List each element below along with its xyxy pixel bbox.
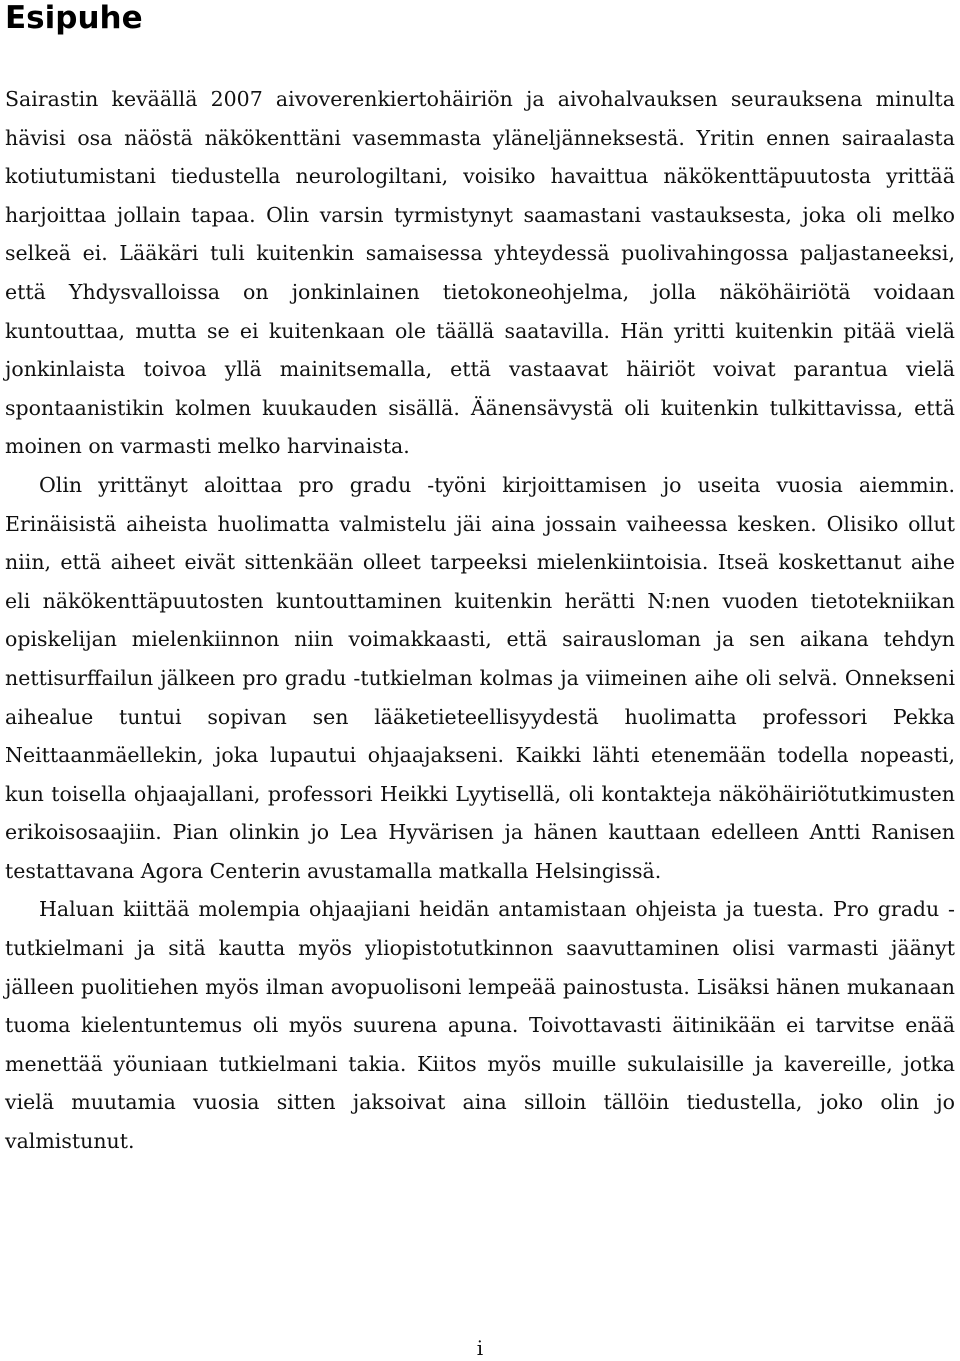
paragraph-3: Haluan kiittää molempia ohjaajiani heidän antamistaan ohjeista ja tuesta. Pro gradu -tutkielmani ja sitä kautta myös yliopistotutkinnon saavuttaminen olisi varmasti jäänyt jälleen puolitiehen myös ilman avopuolisoni lempeää painostusta. Lisäksi hänen mukanaan tuoma kielentuntemus oli myös suurena apuna. Toivottavasti äitinikään ei tarvitse enää menettää yöuniaan tutkielmani takia. Kiitos myös muille sukulaisille ja kavereille, jotka vielä muutamia vuosia sitten jaksoivat aina silloin tällöin tiedustella, joko olin jo valmistunut. [5, 897, 955, 1154]
page-number: i [476, 1336, 484, 1360]
paragraph-2: Olin yrittänyt aloittaa pro gradu -työni kirjoittamisen jo useita vuosia aiemmin. Erinäisistä aiheista huolimatta valmistelu jäi aina jossain vaiheessa kesken. Olisiko ollut niin, että aiheet eivät sittenkään olleet tarpeeksi mielenkiintoisia. Itseä koskettanut aihe eli näkökenttäpuutosten kuntouttaminen kuitenkin herätti N:nen vuoden tietotekniikan opiskelijan mielenkiinnon niin voimakkaasti, että sairausloman ja sen aikana tehdyn nettisurffailun jälkeen pro gradu -tutkielman kolmas ja viimeinen aihe oli selvä. Onnekseni aihealue tuntui sopivan sen lääketieteellisyydestä huolimatta professori Pekka Neittaanmäellekin, joka lupautui ohjaajakseni. Kaikki lähti etenemään todella nopeasti, kun toisella ohjaajallani, professori Heikki Lyytisellä, oli kontakteja näköhäiriötutkimusten erikoisosaajiin. Pian olinkin jo Lea Hyvärisen ja hänen kauttaan edelleen Antti Ranisen testattavana Agora Centerin avustamalla matkalla Helsingissä. [5, 472, 955, 883]
preface-body [5, 80, 955, 1161]
section-heading: Esipuhe [5, 0, 143, 36]
paragraph-1: Sairastin keväällä 2007 aivoverenkiertohäiriön ja aivohalvauksen seurauksena minulta hävisi osa näöstä näkökenttäni vasemmasta yläneljänneksestä. Yritin ennen sairaalasta kotiutumistani tiedustella neurologiltani, voisiko havaittua näkökenttäpuutosta yrittää harjoittaa jollain tapaa. Olin varsin tyrmistynyt saamastani vastauksesta, joka oli melko selkeä ei. Lääkäri tuli kuitenkin samaisessa yhteydessä puolivahingossa paljastaneeksi, että Yhdysvalloissa on jonkinlainen tietokoneohjelma, jolla näköhäiriötä voidaan kuntouttaa, mutta se ei kuitenkaan ole täällä saatavilla. Hän yritti kuitenkin pitää vielä jonkinlaista toivoa yllä mainitsemalla, että vastaavat häiriöt voivat parantua vielä spontaanistikin kolmen kuukauden sisällä. Äänensävystä oli kuitenkin tulkittavissa, että moinen on varmasti melko harvinaista. [5, 87, 955, 459]
